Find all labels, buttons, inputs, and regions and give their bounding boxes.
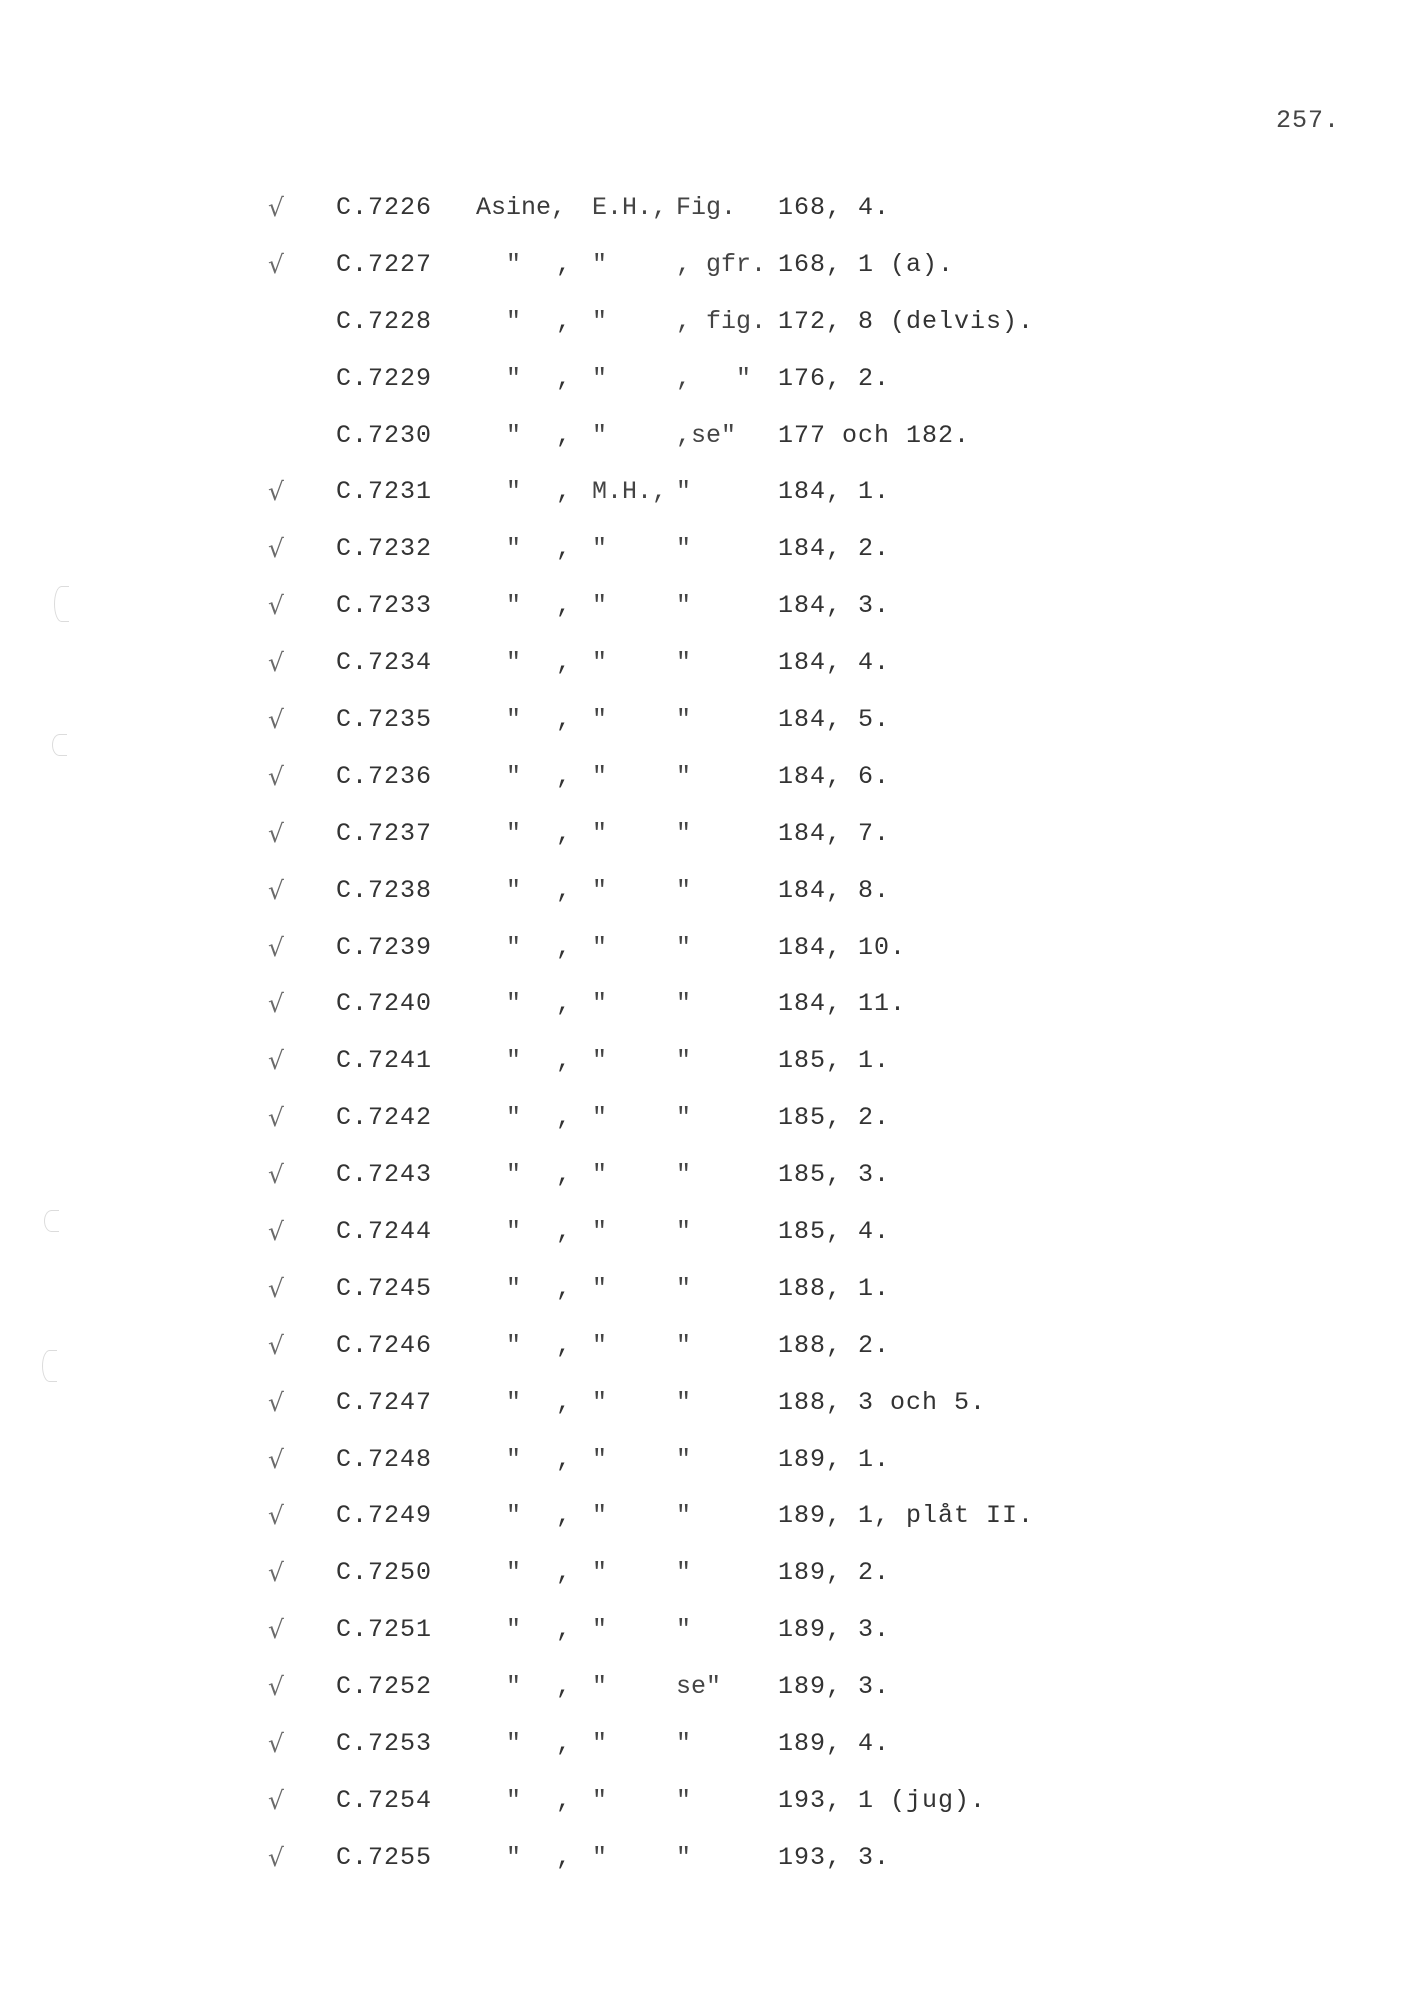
check-mark: √: [268, 1729, 284, 1759]
separator-comma: ,: [556, 1842, 572, 1872]
figure-reference: 184, 6.: [778, 761, 891, 791]
ditto-mark: ": [506, 761, 522, 791]
list-item: [0, 532, 1414, 589]
catalogue-number: C.7239: [336, 932, 433, 962]
area-column: ": [592, 1729, 608, 1759]
site-name: Asine,: [476, 193, 567, 222]
figure-reference: 184, 1.: [778, 477, 891, 507]
ditto-mark: ": [506, 932, 522, 962]
separator-comma: ,: [556, 477, 572, 507]
check-mark: √: [268, 477, 284, 507]
check-mark: √: [268, 1046, 284, 1076]
figure-column: ": [676, 1842, 692, 1872]
list-item: [0, 1556, 1414, 1613]
figure-column: ": [676, 1387, 692, 1417]
figure-reference: 184, 7.: [778, 818, 891, 848]
area-column: ": [592, 648, 608, 678]
list-item: [0, 874, 1414, 931]
figure-column: ": [676, 1444, 692, 1474]
figure-column: ": [676, 1558, 692, 1588]
margin-mark: [44, 1210, 59, 1232]
separator-comma: ,: [556, 932, 572, 962]
separator-comma: ,: [556, 1160, 572, 1190]
check-mark: √: [268, 1103, 284, 1133]
check-mark: √: [268, 761, 284, 791]
check-mark: √: [268, 648, 284, 678]
list-item: [0, 1272, 1414, 1329]
figure-reference: 168, 1 (a).: [778, 249, 955, 279]
area-column: ": [592, 1501, 608, 1531]
list-item: [0, 362, 1414, 419]
list-item: [0, 1044, 1414, 1101]
list-item: [0, 817, 1414, 874]
area-column: ": [592, 1160, 608, 1190]
figure-reference: 184, 8.: [778, 875, 891, 905]
separator-comma: ,: [556, 818, 572, 848]
figure-column: ": [676, 477, 692, 507]
ditto-mark: ": [506, 875, 522, 905]
check-mark: √: [268, 1387, 284, 1417]
check-mark: √: [268, 989, 284, 1019]
list-item: [0, 1670, 1414, 1727]
list-item: [0, 1158, 1414, 1215]
separator-comma: ,: [556, 1217, 572, 1247]
figure-column: Fig.: [676, 193, 737, 222]
separator-comma: ,: [556, 306, 572, 336]
catalogue-number: C.7234: [336, 648, 433, 678]
catalogue-number: C.7227: [336, 249, 433, 279]
ditto-mark: ": [506, 420, 522, 450]
figure-column: , gfr.: [676, 249, 767, 279]
catalogue-number: C.7228: [336, 306, 433, 336]
list-item: [0, 1101, 1414, 1158]
catalogue-number: C.7226: [336, 193, 433, 222]
figure-column: ": [676, 1217, 692, 1247]
separator-comma: ,: [556, 761, 572, 791]
area-column: ": [592, 818, 608, 848]
check-mark: √: [268, 1842, 284, 1872]
figure-reference: 193, 3.: [778, 1842, 891, 1872]
figure-column: ": [676, 534, 692, 564]
separator-comma: ,: [556, 705, 572, 735]
separator-comma: ,: [556, 591, 572, 621]
ditto-mark: ": [506, 1273, 522, 1303]
separator-comma: ,: [556, 1558, 572, 1588]
figure-column: se": [676, 1672, 722, 1702]
check-mark: √: [268, 1785, 284, 1815]
figure-column: , ": [676, 363, 752, 393]
catalogue-number: C.7251: [336, 1615, 433, 1645]
ditto-mark: ": [506, 1558, 522, 1588]
check-mark: √: [268, 591, 284, 621]
figure-reference: 188, 3 och 5.: [778, 1387, 987, 1417]
area-column: M.H.,: [592, 477, 668, 507]
list-item: [0, 760, 1414, 817]
ditto-mark: ": [506, 818, 522, 848]
figure-reference: 185, 3.: [778, 1160, 891, 1190]
figure-column: ": [676, 818, 692, 848]
figure-column: ": [676, 1273, 692, 1303]
catalogue-number: C.7236: [336, 761, 433, 791]
catalogue-number: C.7238: [336, 875, 433, 905]
list-item: [0, 1784, 1414, 1841]
figure-column: ": [676, 761, 692, 791]
check-mark: √: [268, 1217, 284, 1247]
ditto-mark: ": [506, 1615, 522, 1645]
figure-reference: 188, 2.: [778, 1330, 891, 1360]
area-column: ": [592, 1217, 608, 1247]
area-column: ": [592, 1785, 608, 1815]
margin-mark: [54, 586, 69, 622]
area-column: E.H.,: [592, 193, 668, 222]
area-column: ": [592, 249, 608, 279]
list-item: [0, 419, 1414, 476]
separator-comma: ,: [556, 363, 572, 393]
figure-column: ": [676, 989, 692, 1019]
check-mark: √: [268, 1558, 284, 1588]
separator-comma: ,: [556, 1785, 572, 1815]
separator-comma: ,: [556, 1103, 572, 1133]
figure-reference: 184, 10.: [778, 932, 907, 962]
figure-reference: 189, 3.: [778, 1615, 891, 1645]
catalogue-number: C.7248: [336, 1444, 433, 1474]
figure-reference: 184, 5.: [778, 705, 891, 735]
catalogue-number: C.7233: [336, 591, 433, 621]
area-column: ": [592, 1615, 608, 1645]
ditto-mark: ": [506, 249, 522, 279]
ditto-mark: ": [506, 1672, 522, 1702]
catalogue-number: C.7229: [336, 363, 433, 393]
check-mark: √: [268, 1444, 284, 1474]
list-item: [0, 1329, 1414, 1386]
catalogue-number: C.7244: [336, 1217, 433, 1247]
separator-comma: ,: [556, 648, 572, 678]
ditto-mark: ": [506, 1729, 522, 1759]
figure-column: ": [676, 1729, 692, 1759]
separator-comma: ,: [556, 989, 572, 1019]
page-number: 257.: [1276, 106, 1341, 135]
catalogue-number: C.7246: [336, 1330, 433, 1360]
list-item: [0, 1841, 1414, 1898]
separator-comma: ,: [556, 1444, 572, 1474]
margin-mark: [42, 1350, 57, 1382]
figure-column: ": [676, 648, 692, 678]
margin-mark: [52, 734, 67, 756]
area-column: ": [592, 761, 608, 791]
separator-comma: ,: [556, 1672, 572, 1702]
figure-reference: 185, 2.: [778, 1103, 891, 1133]
area-column: ": [592, 989, 608, 1019]
separator-comma: ,: [556, 420, 572, 450]
ditto-mark: ": [506, 1842, 522, 1872]
ditto-mark: ": [506, 534, 522, 564]
catalogue-number: C.7247: [336, 1387, 433, 1417]
ditto-mark: ": [506, 1501, 522, 1531]
ditto-mark: ": [506, 1160, 522, 1190]
list-item: [0, 1499, 1414, 1556]
figure-column: ,se": [676, 420, 737, 450]
figure-reference: 172, 8 (delvis).: [778, 306, 1035, 336]
figure-reference: 177 och 182.: [778, 420, 971, 450]
figure-reference: 168, 4.: [778, 193, 891, 222]
figure-column: , fig.: [676, 306, 767, 336]
figure-reference: 189, 2.: [778, 1558, 891, 1588]
list-item: [0, 987, 1414, 1044]
area-column: ": [592, 1842, 608, 1872]
list-item: [0, 1727, 1414, 1784]
catalogue-number: C.7241: [336, 1046, 433, 1076]
area-column: ": [592, 363, 608, 393]
figure-reference: 189, 3.: [778, 1672, 891, 1702]
separator-comma: ,: [556, 1330, 572, 1360]
ditto-mark: ": [506, 1444, 522, 1474]
figure-reference: 189, 4.: [778, 1729, 891, 1759]
figure-reference: 185, 1.: [778, 1046, 891, 1076]
catalogue-number: C.7255: [336, 1842, 433, 1872]
figure-reference: 189, 1, plåt II.: [778, 1501, 1035, 1531]
figure-column: ": [676, 1785, 692, 1815]
list-item: [0, 1215, 1414, 1272]
list-item: [0, 191, 1414, 248]
area-column: ": [592, 1273, 608, 1303]
separator-comma: ,: [556, 1501, 572, 1531]
figure-column: ": [676, 932, 692, 962]
catalogue-number: C.7232: [336, 534, 433, 564]
area-column: ": [592, 1672, 608, 1702]
list-item: [0, 1386, 1414, 1443]
check-mark: √: [268, 875, 284, 905]
area-column: ": [592, 1330, 608, 1360]
area-column: ": [592, 1103, 608, 1133]
ditto-mark: ": [506, 989, 522, 1019]
separator-comma: ,: [556, 1729, 572, 1759]
area-column: ": [592, 1444, 608, 1474]
ditto-mark: ": [506, 1785, 522, 1815]
separator-comma: ,: [556, 1615, 572, 1645]
catalogue-number: C.7250: [336, 1558, 433, 1588]
catalogue-number: C.7240: [336, 989, 433, 1019]
figure-column: ": [676, 1160, 692, 1190]
area-column: ": [592, 1558, 608, 1588]
separator-comma: ,: [556, 249, 572, 279]
list-item: [0, 305, 1414, 362]
list-item: [0, 646, 1414, 703]
figure-reference: 184, 2.: [778, 534, 891, 564]
area-column: ": [592, 705, 608, 735]
area-column: ": [592, 420, 608, 450]
figure-column: ": [676, 875, 692, 905]
list-item: [0, 589, 1414, 646]
ditto-mark: ": [506, 705, 522, 735]
area-column: ": [592, 306, 608, 336]
figure-column: ": [676, 1046, 692, 1076]
catalogue-number: C.7252: [336, 1672, 433, 1702]
separator-comma: ,: [556, 1273, 572, 1303]
figure-reference: 184, 3.: [778, 591, 891, 621]
ditto-mark: ": [506, 1103, 522, 1133]
figure-reference: 184, 4.: [778, 648, 891, 678]
separator-comma: ,: [556, 1387, 572, 1417]
separator-comma: ,: [556, 1046, 572, 1076]
list-item: [0, 1613, 1414, 1670]
area-column: ": [592, 591, 608, 621]
ditto-mark: ": [506, 1046, 522, 1076]
area-column: ": [592, 534, 608, 564]
list-item: [0, 1443, 1414, 1500]
ditto-mark: ": [506, 1217, 522, 1247]
catalogue-number: C.7237: [336, 818, 433, 848]
catalogue-number: C.7235: [336, 705, 433, 735]
catalogue-list: [0, 191, 1414, 1898]
check-mark: √: [268, 705, 284, 735]
list-item: [0, 703, 1414, 760]
figure-reference: 189, 1.: [778, 1444, 891, 1474]
catalogue-number: C.7242: [336, 1103, 433, 1133]
figure-column: ": [676, 1103, 692, 1133]
catalogue-number: C.7249: [336, 1501, 433, 1531]
list-item: [0, 475, 1414, 532]
figure-reference: 185, 4.: [778, 1217, 891, 1247]
ditto-mark: ": [506, 477, 522, 507]
area-column: ": [592, 1387, 608, 1417]
figure-column: ": [676, 591, 692, 621]
figure-reference: 176, 2.: [778, 363, 891, 393]
area-column: ": [592, 875, 608, 905]
ditto-mark: ": [506, 363, 522, 393]
check-mark: √: [268, 1501, 284, 1531]
check-mark: √: [268, 1273, 284, 1303]
catalogue-number: C.7253: [336, 1729, 433, 1759]
check-mark: √: [268, 1330, 284, 1360]
catalogue-number: C.7231: [336, 477, 433, 507]
catalogue-number: C.7245: [336, 1273, 433, 1303]
figure-column: ": [676, 1501, 692, 1531]
list-item: [0, 931, 1414, 988]
figure-column: ": [676, 705, 692, 735]
figure-reference: 193, 1 (jug).: [778, 1785, 987, 1815]
ditto-mark: ": [506, 591, 522, 621]
separator-comma: ,: [556, 534, 572, 564]
ditto-mark: ": [506, 306, 522, 336]
ditto-mark: ": [506, 648, 522, 678]
check-mark: √: [268, 818, 284, 848]
figure-column: ": [676, 1615, 692, 1645]
check-mark: √: [268, 1160, 284, 1190]
catalogue-number: C.7230: [336, 420, 433, 450]
check-mark: √: [268, 249, 284, 279]
check-mark: √: [268, 1615, 284, 1645]
figure-reference: 184, 11.: [778, 989, 907, 1019]
check-mark: √: [268, 1672, 284, 1702]
separator-comma: ,: [556, 875, 572, 905]
area-column: ": [592, 932, 608, 962]
figure-reference: 188, 1.: [778, 1273, 891, 1303]
list-item: [0, 248, 1414, 305]
catalogue-number: C.7243: [336, 1160, 433, 1190]
figure-column: ": [676, 1330, 692, 1360]
area-column: ": [592, 1046, 608, 1076]
check-mark: √: [268, 932, 284, 962]
ditto-mark: ": [506, 1387, 522, 1417]
catalogue-number: C.7254: [336, 1785, 433, 1815]
ditto-mark: ": [506, 1330, 522, 1360]
check-mark: √: [268, 193, 284, 222]
check-mark: √: [268, 534, 284, 564]
